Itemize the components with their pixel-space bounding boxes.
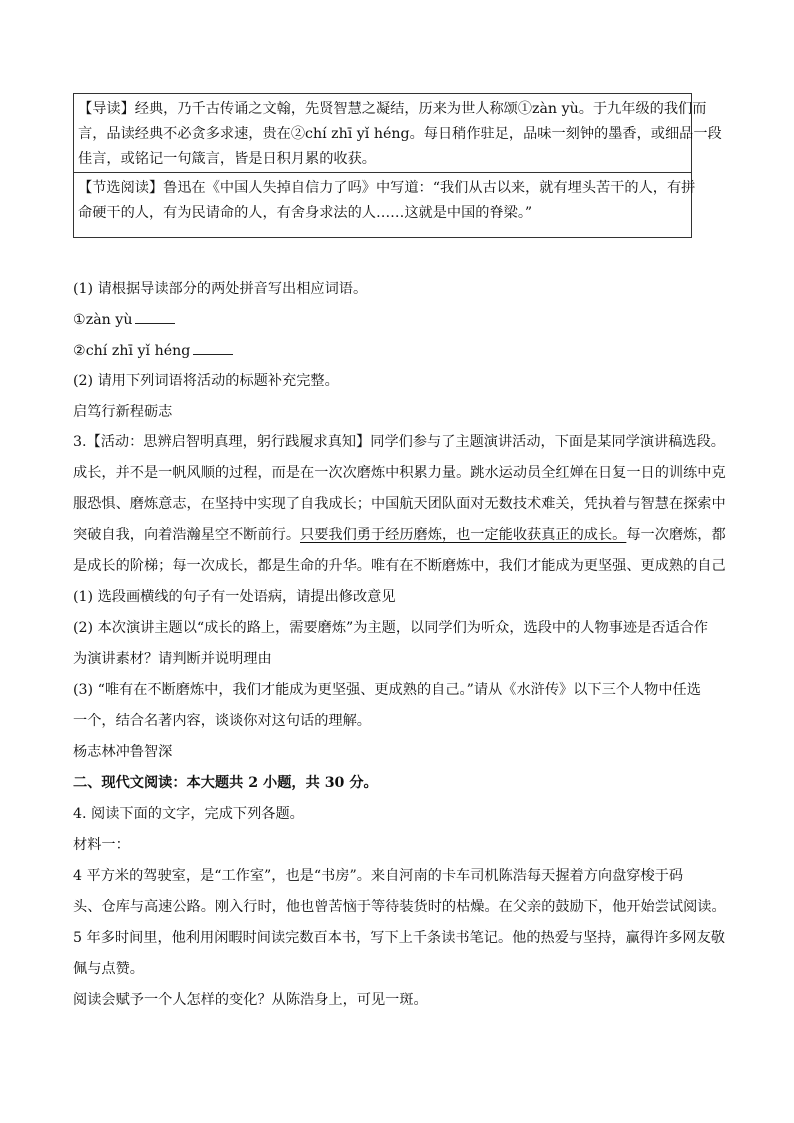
passage-line-3 xyxy=(73,525,726,545)
underlined-sentence: 只要我们勇于经历磨炼，也一定能收获真正的成长。 xyxy=(300,527,627,543)
q2-sub1: (1) 请根据导读部分的两处拼音写出相应词语。 xyxy=(73,281,368,297)
intro-reading-box xyxy=(73,93,722,238)
passage-line-2: 服恐惧、磨炼意志，在坚持中实现了自我成长；中国航天团队面对无数技术难关，凭执着与智慧在探索中 xyxy=(73,496,726,512)
material-line-4: 佩与点赞。 xyxy=(73,961,144,977)
pinyin-2-label: ②chí zhī yǐ héng xyxy=(73,343,191,359)
material-paragraph-2: 阅读会赋予一个人怎样的变化？从陈浩身上，可见一斑。 xyxy=(73,992,428,1008)
q3-sub2-line-1: (2) 本次演讲主题以“成长的路上，需要磨炼”为主题，以同学们为听众，选段中的人物事迹是否适合作 xyxy=(73,620,708,636)
material-label: 材料一： xyxy=(73,837,130,853)
section-two-title: 二、现代文阅读：本大题共 2 小题，共 30 分。 xyxy=(73,775,378,791)
q2-sub2: (2) 请用下列词语将活动的标题补充完整。 xyxy=(73,373,339,389)
word-list: 启笃行新程砺志 xyxy=(73,404,173,420)
passage-line-3-end: 每一次磨炼，都 xyxy=(626,527,726,543)
q4-intro: 4. 阅读下面的文字，完成下列各题。 xyxy=(73,806,304,822)
excerpt-line-1: 【节选阅读】鲁迅在《中国人失掉自信力了吗》中写道：“我们从古以来，就有埋头苦干的人，有拼 xyxy=(78,180,696,196)
excerpt-section xyxy=(74,172,696,226)
material-line-2: 头、仓库与高速公路。刚入行时，他也曾苦恼于等待装货时的枯燥。在父亲的鼓励下，他开始尝试阅读。 xyxy=(73,899,726,915)
q3-sub3-line-2: 一个，结合名著内容，谈谈你对这句话的理解。 xyxy=(73,713,371,729)
q3-sub1: (1) 选段画横线的句子有一处语病，请提出修改意见 xyxy=(73,589,396,605)
answer-blank-2[interactable] xyxy=(193,342,233,355)
guide-line-3: 佳言，或铭记一句箴言，皆是日积月累的收获。 xyxy=(78,151,376,167)
pinyin-item-1 xyxy=(73,310,175,330)
guide-section xyxy=(74,94,722,172)
passage-line-4: 是成长的阶梯；每一次成长，都是生命的升华。唯有在不断磨炼中，我们才能成为更坚强、更成熟的自己 xyxy=(73,558,726,574)
material-line-1: 4 平方米的驾驶室，是“工作室”，也是“书房”。来自河南的卡车司机陈浩每天握着方向盘穿梭于码 xyxy=(73,868,684,884)
passage-line-1: 成长，并不是一帆风顺的过程，而是在一次次磨炼中积累力量。跳水运动员全红婵在日复一日的训练中克 xyxy=(73,465,726,481)
material-line-3: 5 年多时间里，他利用闲暇时间读完数百本书，写下上千条读书笔记。他的热爱与坚持，赢得许多网友敬 xyxy=(73,930,725,946)
answer-blank-1[interactable] xyxy=(135,311,175,324)
pinyin-1-label: ①zàn yù xyxy=(73,312,133,328)
guide-line-2: 言，品读经典不必贪多求速，贵在②chí zhī yǐ héng。每日稍作驻足，品味一刻钟的墨香，或细品一段 xyxy=(78,126,722,142)
passage-line-3-start: 突破自我，向着浩瀚星空不断前行。 xyxy=(73,527,301,543)
q3-heading: 3.【活动：思辨启智明真理，躬行践履求真知】同学们参与了主题演讲活动，下面是某同学演讲稿选段。 xyxy=(73,434,725,450)
pinyin-item-2 xyxy=(73,341,233,361)
guide-line-1: 【导读】经典，乃千古传诵之文翰，先贤智慧之凝结，历来为世人称颂①zàn yù。于九年级的我们而 xyxy=(78,101,707,117)
excerpt-line-2: 命硬干的人，有为民请命的人，有舍身求法的人……这就是中国的脊梁。” xyxy=(78,205,533,221)
q3-sub3-line-1: (3) “唯有在不断磨炼中，我们才能成为更坚强、更成熟的自己。”请从《水浒传》以下三个人物中任选 xyxy=(73,682,701,698)
character-list: 杨志林冲鲁智深 xyxy=(73,744,173,760)
q3-sub2-line-2: 为演讲素材？请判断并说明理由 xyxy=(73,651,272,667)
